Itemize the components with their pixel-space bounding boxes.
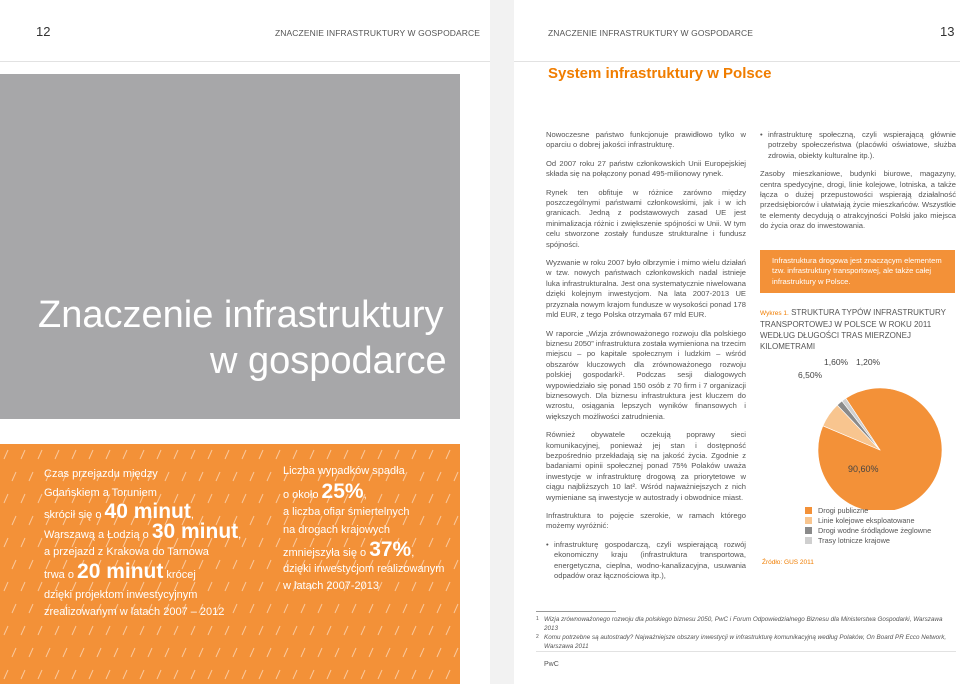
- stat-37-percent: 37%: [369, 538, 412, 561]
- figure-label: Wykres 1.: [760, 310, 789, 317]
- list-item: • infrastrukturę społeczną, czyli wspierającą głównie potrzeby społeczeństwa (placówki oświatowe, służba zdrowia, obiekty kulturalne itp.).: [760, 130, 956, 161]
- decorative-slash: [446, 450, 450, 459]
- decorative-slash: [216, 472, 220, 481]
- decorative-slash: [310, 450, 314, 459]
- decorative-slash: [318, 604, 322, 613]
- decorative-slash: [208, 494, 212, 503]
- decorative-slash: [242, 582, 246, 591]
- decorative-slash: [123, 626, 127, 635]
- figure-title: STRUKTURA TYPÓW INFRASTRUKTURY TRANSPORTOWEJ W POLSCE W ROKU 2011 WEDŁUG DŁUGOŚCI TRAS MIERZONEJ KILOMETRAMI: [760, 308, 946, 351]
- decorative-slash: [310, 670, 314, 679]
- decorative-slash: [165, 648, 169, 657]
- decorative-slash: [225, 582, 229, 591]
- left-running-title: ZNACZENIE INFRASTRUKTURY W GOSPODARCE: [275, 28, 481, 38]
- decorative-slash: [369, 604, 373, 613]
- stat-right-line7: w latach 2007-2013: [283, 580, 380, 592]
- decorative-slash: [242, 670, 246, 679]
- decorative-slash: [267, 648, 271, 657]
- decorative-slash: [12, 648, 16, 657]
- decorative-slash: [412, 494, 416, 503]
- chart-legend: [805, 505, 931, 545]
- decorative-slash: [454, 516, 458, 525]
- legend-label: Drogi wodne śródlądowe żeglowne: [818, 525, 932, 535]
- decorative-slash: [335, 604, 339, 613]
- decorative-slash: [259, 450, 263, 459]
- decorative-slash: [420, 604, 424, 613]
- decorative-slash: [369, 648, 373, 657]
- decorative-slash: [38, 450, 42, 459]
- footnotes: [536, 616, 956, 652]
- decorative-slash: [12, 560, 16, 569]
- decorative-slash: [361, 450, 365, 459]
- stat-30-minutes: 30 minut: [151, 520, 239, 543]
- decorative-slash: [106, 670, 110, 679]
- decorative-slash: [4, 494, 8, 503]
- footnote-2: 2 Komu potrzebne są autostrady? Najważniejsze obszary inwestycji w infrastrukturę komunikacyjną według Polaków, On Board PR Ecco Network, Warszawa 2011: [536, 634, 947, 650]
- decorative-slash: [199, 560, 203, 569]
- right-page-header: [514, 0, 960, 62]
- decorative-slash: [182, 472, 186, 481]
- decorative-slash: [140, 450, 144, 459]
- paragraph: Również obywatele oczekują poprawy sieci komunikacyjnej, ponieważ jej stan i dostępność bezpośrednio przekładają się na jakość życia. Zgodnie z badaniami opinii społecznej ponad 75% Polaków uważa inwestycje w infrastrukturę drogową za priorytetowe w ciągu najbliższych 10 lat². Wśród najważniejszych z nich wymieniane są inwestycje w autostrady i obwodnice miast.: [546, 430, 746, 502]
- bullet-list: [546, 540, 746, 582]
- decorative-slash: [276, 450, 280, 459]
- decorative-slash: [97, 648, 101, 657]
- decorative-slash: [412, 582, 416, 591]
- legend-item-linie-kolejowe: [805, 515, 931, 525]
- left-page-number: 12: [36, 24, 51, 39]
- decorative-slash: [55, 670, 59, 679]
- decorative-slash: [21, 450, 25, 459]
- decorative-slash: [21, 494, 25, 503]
- decorative-slash: [191, 450, 195, 459]
- decorative-slash: [267, 472, 271, 481]
- text-column-1: [546, 130, 746, 589]
- decorative-slash: [21, 582, 25, 591]
- decorative-slash: [29, 516, 33, 525]
- decorative-slash: [174, 626, 178, 635]
- legend-label: Trasy lotnicze krajowe: [818, 535, 890, 545]
- decorative-slash: [233, 560, 237, 569]
- decorative-slash: [276, 670, 280, 679]
- decorative-slash: [225, 450, 229, 459]
- decorative-slash: [259, 670, 263, 679]
- list-item: • infrastrukturę gospodarczą, czyli wspierającą rozwój ekonomiczny kraju (infrastruktura transportowa, energetyczna, cieplna, wodno-kanalizacyjna, usuwania odpadów oraz łącznościowa itp.),: [546, 540, 746, 582]
- decorative-slash: [38, 582, 42, 591]
- decorative-slash: [267, 516, 271, 525]
- decorative-slash: [242, 494, 246, 503]
- decorative-slash: [216, 560, 220, 569]
- decorative-slash: [352, 648, 356, 657]
- decorative-slash: [131, 648, 135, 657]
- pie-chart-svg: [760, 350, 955, 510]
- decorative-slash: [327, 670, 331, 679]
- decorative-slash: [437, 516, 441, 525]
- decorative-slash: [38, 538, 42, 547]
- decorative-slash: [259, 626, 263, 635]
- decorative-slash: [55, 626, 59, 635]
- decorative-slash: [386, 648, 390, 657]
- decorative-slash: [276, 538, 280, 547]
- stat-right-line1: Liczba wypadków spadła: [283, 465, 405, 477]
- decorative-slash: [318, 648, 322, 657]
- decorative-slash: [276, 582, 280, 591]
- decorative-slash: [123, 450, 127, 459]
- decorative-slash: [344, 670, 348, 679]
- decorative-slash: [378, 626, 382, 635]
- decorative-slash: [437, 648, 441, 657]
- stat-right-line5: zmniejszyła się o 37%,: [283, 538, 415, 561]
- decorative-slash: [361, 670, 365, 679]
- decorative-slash: [412, 670, 416, 679]
- decorative-slash: [378, 670, 382, 679]
- footer-brand: PwC: [544, 661, 559, 668]
- decorative-slash: [420, 472, 424, 481]
- stat-25-percent: 25%: [321, 480, 364, 503]
- decorative-slash: [446, 582, 450, 591]
- decorative-slash: [21, 538, 25, 547]
- decorative-slash: [174, 450, 178, 459]
- pie-label-linie-kolejowe: 6,50%: [798, 370, 823, 380]
- section-title: System infrastruktury w Polsce: [548, 65, 772, 82]
- legend-item-drogi-publiczne: [805, 505, 931, 515]
- decorative-slash: [301, 604, 305, 613]
- stat-right-line6: dzięki inwestycjom realizowanym: [283, 563, 445, 575]
- decorative-slash: [437, 604, 441, 613]
- decorative-slash: [123, 670, 127, 679]
- decorative-slash: [80, 648, 84, 657]
- decorative-slash: [216, 648, 220, 657]
- decorative-slash: [89, 626, 93, 635]
- decorative-slash: [199, 648, 203, 657]
- decorative-slash: [293, 450, 297, 459]
- decorative-slash: [429, 626, 433, 635]
- decorative-slash: [284, 604, 288, 613]
- stat-right-line2: o około 25%,: [283, 480, 367, 503]
- decorative-slash: [420, 516, 424, 525]
- decorative-slash: [38, 494, 42, 503]
- stat-left-line1: Czas przejazdu między: [44, 468, 158, 480]
- footnote-1: 1 Wizja zrównoważonego rozwoju dla polskiego biznesu 2050, PwC i Forum Odpowiedzialnego Biznesu dla Ministerstwa Gospodarki, Warszawa 2013: [536, 616, 943, 632]
- decorative-slash: [454, 472, 458, 481]
- decorative-slash: [352, 604, 356, 613]
- decorative-slash: [454, 604, 458, 613]
- decorative-slash: [157, 670, 161, 679]
- decorative-slash: [437, 472, 441, 481]
- decorative-slash: [208, 626, 212, 635]
- decorative-slash: [4, 670, 8, 679]
- paragraph: Nowoczesne państwo funkcjonuje prawidłowo tylko w oparciu o dobrej jakości infrastrukturę.: [546, 130, 746, 150]
- decorative-slash: [233, 604, 237, 613]
- decorative-slash: [208, 582, 212, 591]
- decorative-slash: [267, 604, 271, 613]
- right-page-number: 13: [940, 24, 955, 39]
- decorative-slash: [420, 648, 424, 657]
- stat-20-minutes: 20 minut: [77, 560, 164, 583]
- decorative-slash: [361, 626, 365, 635]
- decorative-slash: [4, 582, 8, 591]
- decorative-slash: [429, 582, 433, 591]
- decorative-slash: [446, 538, 450, 547]
- pie-label-drogi-publiczne: 90,60%: [848, 464, 879, 474]
- decorative-slash: [395, 494, 399, 503]
- legend-label: Linie kolejowe eksploatowane: [818, 515, 915, 525]
- decorative-slash: [454, 560, 458, 569]
- decorative-slash: [157, 626, 161, 635]
- decorative-slash: [335, 648, 339, 657]
- legend-label: Drogi publiczne: [818, 505, 869, 515]
- decorative-slash: [344, 450, 348, 459]
- decorative-slash: [165, 472, 169, 481]
- stat-left-line7: dzięki projektom inwestycyjnym: [44, 589, 198, 601]
- decorative-slash: [21, 626, 25, 635]
- left-page-header: [0, 0, 490, 62]
- legend-item-trasy-lotnicze: [805, 535, 931, 545]
- decorative-slash: [233, 472, 237, 481]
- decorative-slash: [182, 648, 186, 657]
- legend-item-drogi-wodne: [805, 525, 931, 535]
- callout-box: Infrastruktura drogowa jest znaczącym elementem tzw. infrastruktury transportowej, ale także całej infrastruktury w Polsce.: [760, 250, 955, 293]
- decorative-slash: [114, 648, 118, 657]
- hero-panel: [0, 74, 460, 419]
- decorative-slash: [446, 670, 450, 679]
- decorative-slash: [250, 516, 254, 525]
- bullet-list: [760, 130, 956, 161]
- decorative-slash: [310, 626, 314, 635]
- decorative-slash: [55, 450, 59, 459]
- stat-left-line5: a przejazd z Krakowa do Tarnowa: [44, 546, 209, 558]
- decorative-slash: [89, 450, 93, 459]
- decorative-slash: [293, 626, 297, 635]
- right-running-title: ZNACZENIE INFRASTRUKTURY W GOSPODARCE: [548, 28, 754, 38]
- decorative-slash: [72, 670, 76, 679]
- decorative-slash: [412, 626, 416, 635]
- decorative-slash: [446, 626, 450, 635]
- decorative-slash: [12, 472, 16, 481]
- decorative-slash: [412, 450, 416, 459]
- decorative-slash: [250, 472, 254, 481]
- decorative-slash: [259, 494, 263, 503]
- paragraph: Zasoby mieszkaniowe, budynki biurowe, magazyny, centra spedycyjne, drogi, linie kolejowe, lotniska, a także łącza o dużej przepustowości wspierają działalność przedsiębiorców i ułatwiają życie mieszkańców. Wszystkie te elementy decydują o atrakcyjności Polski jako miejsca do życia oraz do inwestowania.: [760, 169, 956, 231]
- decorative-slash: [242, 450, 246, 459]
- decorative-slash: [233, 648, 237, 657]
- decorative-slash: [38, 626, 42, 635]
- decorative-slash: [148, 648, 152, 657]
- decorative-slash: [276, 626, 280, 635]
- decorative-slash: [4, 626, 8, 635]
- paragraph: Od 2007 roku 27 państw członkowskich Unii Europejskiej składa się na połączony ponad 495-milionowy rynek.: [546, 158, 746, 179]
- decorative-slash: [208, 450, 212, 459]
- decorative-slash: [403, 648, 407, 657]
- paragraph: Wyzwanie w roku 2007 było olbrzymie i mimo wielu działań w tzw. nowych państwach członkowskich nadal istnieje luka infrastrukturalna. Jest ona systematycznie niwelowana dzięki kolejnym inwestycjom. Na lata 2007-2013 UE przyznała nowym krajom fundusze w wysokości ponad 178 mld EUR, z tego Polska otrzymała 67 mld EUR.: [546, 258, 746, 320]
- decorative-slash: [403, 604, 407, 613]
- decorative-slash: [4, 450, 8, 459]
- decorative-slash: [29, 648, 33, 657]
- decorative-slash: [242, 626, 246, 635]
- decorative-slash: [72, 626, 76, 635]
- stat-left-line8: zrealizowanym w latach 2007 – 2012: [44, 606, 225, 618]
- decorative-slash: [225, 670, 229, 679]
- decorative-slash: [157, 450, 161, 459]
- decorative-slash: [89, 670, 93, 679]
- decorative-slash: [429, 450, 433, 459]
- text-column-2: [760, 130, 956, 240]
- decorative-slash: [199, 472, 203, 481]
- decorative-slash: [259, 538, 263, 547]
- decorative-slash: [140, 626, 144, 635]
- decorative-slash: [395, 670, 399, 679]
- decorative-slash: [301, 648, 305, 657]
- decorative-slash: [293, 670, 297, 679]
- decorative-slash: [29, 560, 33, 569]
- footer-rule: [536, 651, 956, 652]
- stat-40-minutes: 40 minut: [104, 500, 191, 523]
- hero-title-line1: Znaczenie infrastruktury: [38, 294, 444, 336]
- legend-swatch: [805, 517, 812, 524]
- decorative-slash: [38, 670, 42, 679]
- decorative-slash: [429, 538, 433, 547]
- decorative-slash: [267, 560, 271, 569]
- decorative-slash: [378, 494, 382, 503]
- decorative-slash: [429, 494, 433, 503]
- stat-left-line2: Gdańskiem a Toruniem: [44, 487, 157, 499]
- stats-panel: [0, 444, 460, 684]
- decorative-slash: [191, 670, 195, 679]
- decorative-slash: [276, 494, 280, 503]
- decorative-slash: [72, 450, 76, 459]
- paragraph: Rynek ten obfituje w różnice zarówno między poszczególnymi państwami członkowskimi, jak i w ich granicach. Jedną z podstawowych zasad UE jest minimalizacja różnic i zwiększenie spójności w Unii. W tym celu stworzone zostały fundusze strukturalne i fundusz spójności.: [546, 187, 746, 249]
- decorative-slash: [174, 670, 178, 679]
- decorative-slash: [106, 626, 110, 635]
- stat-left-line6: trwa o 20 minut krócej: [44, 560, 196, 583]
- decorative-slash: [259, 582, 263, 591]
- stat-left-line3: skrócił się o 40 minut,: [44, 500, 194, 523]
- decorative-slash: [208, 670, 212, 679]
- stat-right-line3: a liczba ofiar śmiertelnych: [283, 506, 410, 518]
- paragraph: W raporcie „Wizja zrównoważonego rozwoju dla polskiego biznesu 2050” infrastruktura została wymieniona na trzecim miejscu – po kapitale społecznym i ludzkim – wśród obszarów kluczowych dla zrównoważonego rozwoju polskiej gospodarki¹. Podczas sesji dialogowych wypowiedziało się ponad 150 osób z 70 firm i 7 organizacji biznesowych. Dla biznesu infrastruktura jest kluczem do wzrostu, osiągania lepszych wyników finansowych i większych możliwości zatrudnienia.: [546, 328, 746, 421]
- decorative-slash: [386, 604, 390, 613]
- decorative-slash: [140, 670, 144, 679]
- decorative-slash: [225, 626, 229, 635]
- footnote-rule: [536, 611, 616, 612]
- stat-right-line4: na drogach krajowych: [283, 524, 391, 536]
- decorative-slash: [454, 648, 458, 657]
- legend-swatch: [805, 537, 812, 544]
- paragraph: Infrastruktura to pojęcie szerokie, w ramach którego możemy wyróżnić:: [546, 511, 746, 531]
- figure-caption: [760, 307, 955, 352]
- decorative-slash: [225, 494, 229, 503]
- decorative-slash: [395, 582, 399, 591]
- figure-source: Źródło: GUS 2011: [762, 559, 814, 566]
- decorative-slash: [191, 626, 195, 635]
- decorative-slash: [242, 538, 246, 547]
- hero-title-line2: w gospodarce: [210, 340, 447, 382]
- decorative-slash: [378, 450, 382, 459]
- decorative-slash: [106, 450, 110, 459]
- decorative-slash: [12, 516, 16, 525]
- pie-label-trasy-lotnicze: 1,20%: [856, 357, 881, 367]
- legend-swatch: [805, 527, 812, 534]
- stat-left-line4: Warszawą a Łodzią o 30 minut,: [44, 520, 242, 543]
- decorative-slash: [250, 560, 254, 569]
- page-spine: [490, 0, 514, 684]
- legend-swatch: [805, 507, 812, 514]
- decorative-slash: [429, 670, 433, 679]
- decorative-slash: [250, 648, 254, 657]
- decorative-slash: [29, 472, 33, 481]
- decorative-slash: [4, 538, 8, 547]
- pie-label-drogi-wodne: 1,60%: [824, 357, 849, 367]
- decorative-slash: [446, 494, 450, 503]
- decorative-slash: [12, 604, 16, 613]
- decorative-slash: [284, 648, 288, 657]
- decorative-slash: [46, 648, 50, 657]
- decorative-slash: [327, 450, 331, 459]
- decorative-slash: [327, 626, 331, 635]
- pie-chart: [760, 350, 955, 510]
- decorative-slash: [250, 604, 254, 613]
- decorative-slash: [21, 670, 25, 679]
- decorative-slash: [395, 450, 399, 459]
- decorative-slash: [395, 626, 399, 635]
- decorative-slash: [344, 626, 348, 635]
- decorative-slash: [29, 604, 33, 613]
- decorative-slash: [63, 648, 67, 657]
